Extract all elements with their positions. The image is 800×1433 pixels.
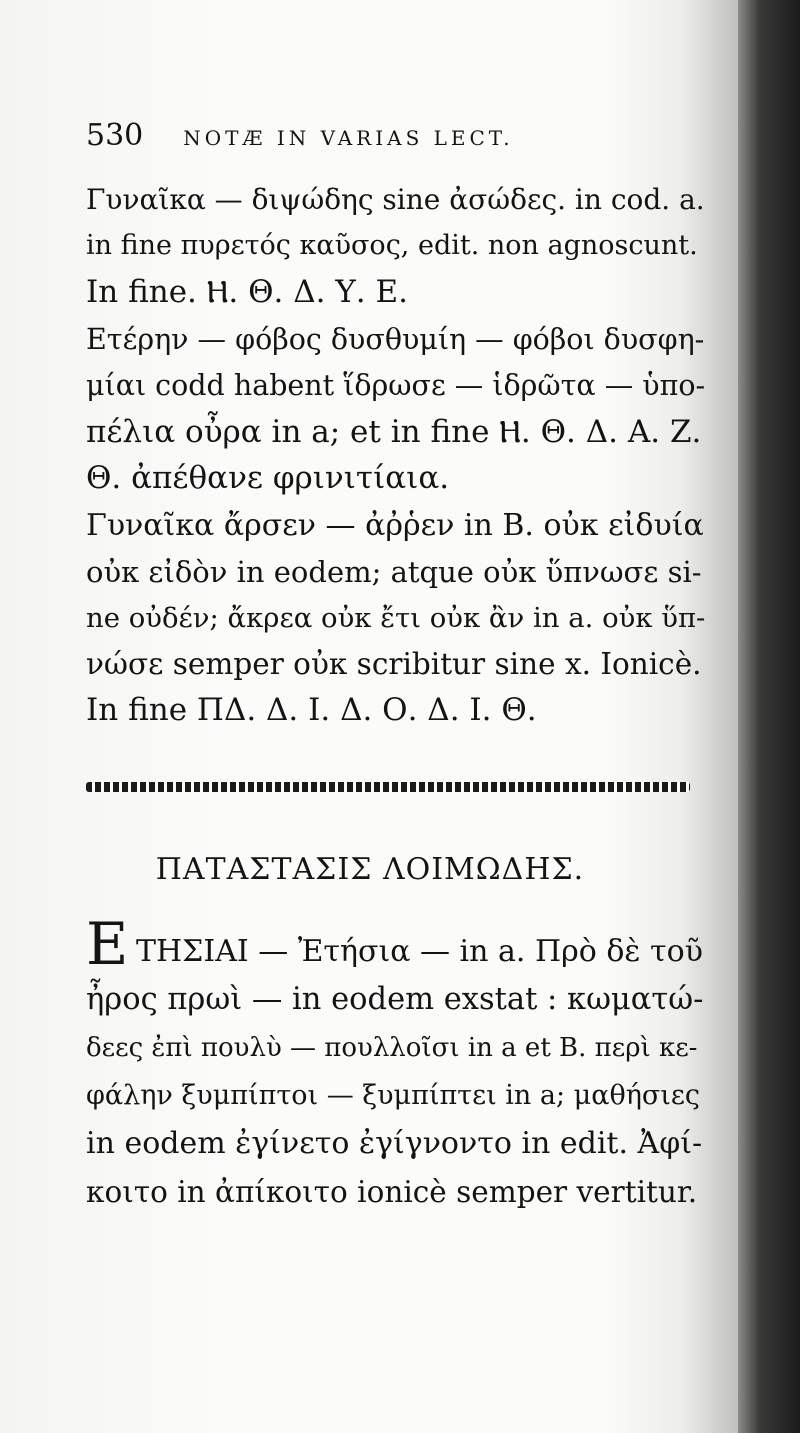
text-line: Ετέρην — φόβος δυσθυμίη — φόβοι δυσφη- — [86, 323, 705, 356]
text-line: μίαι codd habent ἵδρωσε — ἱδρῶτα — ὑπο- — [86, 369, 706, 402]
text-line: ne οὐδέν; ἄκρεα οὐκ ἔτι οὐκ ἂν in a. οὐκ ὕπ- — [86, 602, 706, 634]
text-line: ΤΗΣΙΑΙ — Ἐτήσια — in a. Πρὸ δὲ τοῦ — [136, 934, 703, 969]
text-line: in eodem ἐγίνετο ἐγίγνοντο in edit. Ἀφί- — [86, 1126, 703, 1161]
drop-cap: E — [86, 910, 129, 978]
page-number: 530 — [86, 118, 144, 153]
text-line: δεες ἐπὶ πουλὺ — πουλλοῖσι in a et B. περὶ κε- — [86, 1033, 698, 1063]
text-line: νώσε semper οὐκ scribitur sine x. Ionicè. — [86, 647, 702, 681]
running-header — [86, 118, 706, 158]
text-line: οὐκ εἰδὸν in eodem; atque οὐκ ὕπνωσε si- — [86, 555, 702, 589]
text-line: In fine ΠΔ. Δ. Ι. Δ. Ο. Δ. Ι. Θ. — [86, 692, 537, 728]
text-line: Γυναῖκα — διψώδης sine ἀσώδες. in cod. a. — [86, 183, 705, 216]
running-title: NOTÆ IN VARIAS LECT. — [183, 126, 514, 150]
ornamental-rule — [86, 782, 690, 792]
text-line: κοιτο in ἀπίκοιτο ionicè semper vertitur. — [86, 1175, 698, 1209]
text-line: ἦρος πρωὶ — in eodem exstat : κωματώ- — [86, 982, 704, 1017]
text-line: Γυναῖκα ἄρσεν — ἀῤῥεν in B. οὐκ εἰδυία — [86, 508, 704, 543]
text-line: In fine. Ⲏ. Θ. Δ. Υ. Ε. — [86, 274, 408, 310]
text-line: πέλια οὖρα in a; et in fine Ⲏ. Θ. Δ. Α. Ζ. — [86, 414, 702, 450]
text-line: φάλην ξυμπίπτοι — ξυμπίπτει in a; μαθήσιες — [86, 1080, 700, 1111]
text-line: in fine πυρετός καῦσος, edit. non agnoscunt. — [86, 230, 698, 261]
text-line: Θ. ἀπέθανε φρινιτίαια. — [86, 460, 450, 496]
section-heading: ΠΑΤΑΣΤΑΣΙΣ ΛΟΙΜΩΔΗΣ. — [155, 852, 585, 887]
page-edge-shadow — [738, 0, 800, 1433]
